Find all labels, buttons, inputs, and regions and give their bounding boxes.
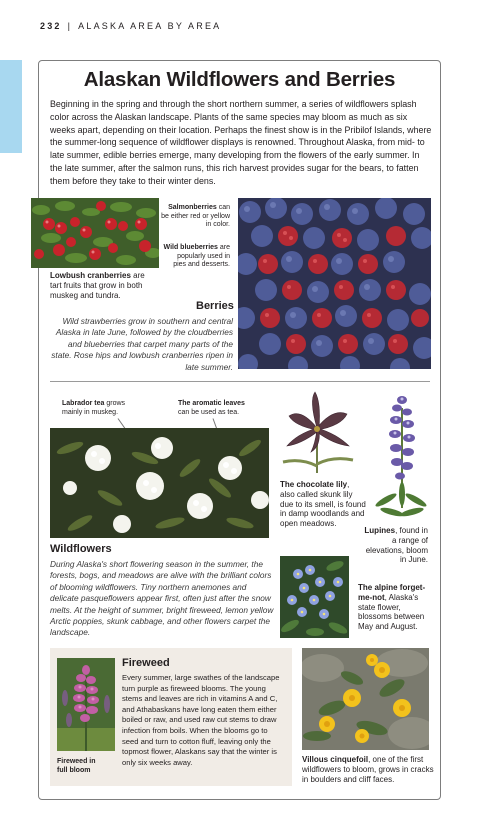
cranberries-text: are tart fruits that grow in both muskeg and tundra. <box>50 271 145 300</box>
salmonberries-name: Salmonberries <box>168 204 217 211</box>
fireweed-caption-line2: full bloom <box>57 767 91 774</box>
cranberries-photo <box>31 198 159 268</box>
forget-me-not-text: , Alaska's state flower, blossoms between May and August. <box>358 592 425 632</box>
chocolate-lily-text: , also called skunk lily due to its smell, is found in damp woodlands and open meadows. <box>280 480 366 529</box>
labrador-tea-caption <box>62 400 138 417</box>
mixed-berries-photo <box>238 198 431 369</box>
page-number: 232 <box>40 21 62 31</box>
fireweed-photo-caption <box>57 757 96 775</box>
section-title: ALASKA AREA BY AREA <box>78 21 222 31</box>
fireweed-heading: Fireweed <box>122 657 170 669</box>
berries-body: Wild strawberries grow in southern and central Alaska in late June, followed by the cloudberries and blueberries that carpet many parts of the state. Rose hips and lowbush cranberries ripen in late summer. <box>51 316 233 372</box>
wildflowers-body: During Alaska's short flowering season in the summer, the forests, bogs, and meadows are alive with the brilliant colors of blooming wildflowers. Tiny northern anemones and delicate pasqueflowers appear first, often just after the snow melts. At the height of summer, bright fireweed, lemon yellow Arctic poppies, skunk cabbage, and other flowers carpet the landscape. <box>50 559 274 638</box>
forget-me-not-caption <box>358 583 432 632</box>
chocolate-lily-photo <box>271 388 363 473</box>
blueberries-text: are popularly used in pies and desserts. <box>173 244 230 269</box>
wildflowers-heading: Wildflowers <box>50 543 112 555</box>
salmonberries-caption <box>160 204 230 230</box>
intro-paragraph: Beginning in the spring and through the short northern summer, a series of wildflowers splash color across the Alaskan landscape. Plants of the same species may bloom as much as six weeks apart, depending on their location. Perhaps the finest show is in the Pribilof Islands, where the summer-long sequence of wildflower displays is renowned. Throughout Alaska, from mid- to late summer, edible berries emerge, many developing from the flowers of the early summer. In the late summer, after the salmon runs, this rich harvest provides sugar for the bears, to fatten them before they take to their winter dens. <box>50 99 432 186</box>
labrador-tea-name: Labrador tea <box>62 400 105 407</box>
forget-me-not-name: The alpine forget-me-not <box>358 583 426 602</box>
header-separator: | <box>67 21 73 31</box>
aromatic-leaves-text: can be used as tea. <box>178 408 240 416</box>
lupines-caption <box>362 526 428 565</box>
fireweed-photo <box>57 658 115 751</box>
section-color-tab <box>0 60 22 153</box>
villous-cinquefoil-name: Villous cinquefoil <box>302 755 369 764</box>
salmonberries-text: can be either red or yellow in color. <box>161 204 230 229</box>
fireweed-caption-line1: Fireweed in <box>57 758 96 765</box>
villous-cinquefoil-photo <box>302 648 429 750</box>
page-title: Alaskan Wildflowers and Berries <box>83 68 396 91</box>
running-head <box>40 21 221 31</box>
berries-heading: Berries <box>196 300 234 312</box>
chocolate-lily-name: The chocolate lily <box>280 480 348 489</box>
villous-cinquefoil-caption <box>302 755 434 784</box>
blueberries-name: Wild blueberries <box>163 244 218 251</box>
labrador-tea-photo <box>50 428 269 538</box>
aromatic-leaves-name: The aromatic leaves <box>178 400 245 407</box>
lupine-photo <box>372 388 431 523</box>
forget-me-not-photo <box>280 556 349 638</box>
villous-cinquefoil-text: , one of the first wildflowers to bloom, grows in cracks in boulders and cliff faces. <box>302 755 434 784</box>
labrador-tea-text: grows mainly in muskeg. <box>62 400 126 416</box>
blueberries-caption <box>163 244 230 270</box>
section-divider <box>50 381 430 382</box>
fireweed-body: Every summer, large swathes of the landscape turn purple as fireweed blooms. The young stems and leaves are rich in vitamins A and C, and Athabaskans have long eaten them either boiled or raw, and used raw cut stems to draw infection from boils. When the blooms go to seed and turn to cotton fluff, leaving only the topmost flower, Alaskans say that the winter is only six weeks away. <box>122 673 280 767</box>
cranberries-name: Lowbush cranberries <box>50 271 131 280</box>
cranberries-caption <box>50 271 158 300</box>
lupines-text: , found in a range of elevations, bloom in June. <box>365 526 428 565</box>
lupines-name: Lupines <box>364 526 396 535</box>
aromatic-leaves-caption <box>178 400 258 417</box>
chocolate-lily-caption <box>280 480 366 529</box>
